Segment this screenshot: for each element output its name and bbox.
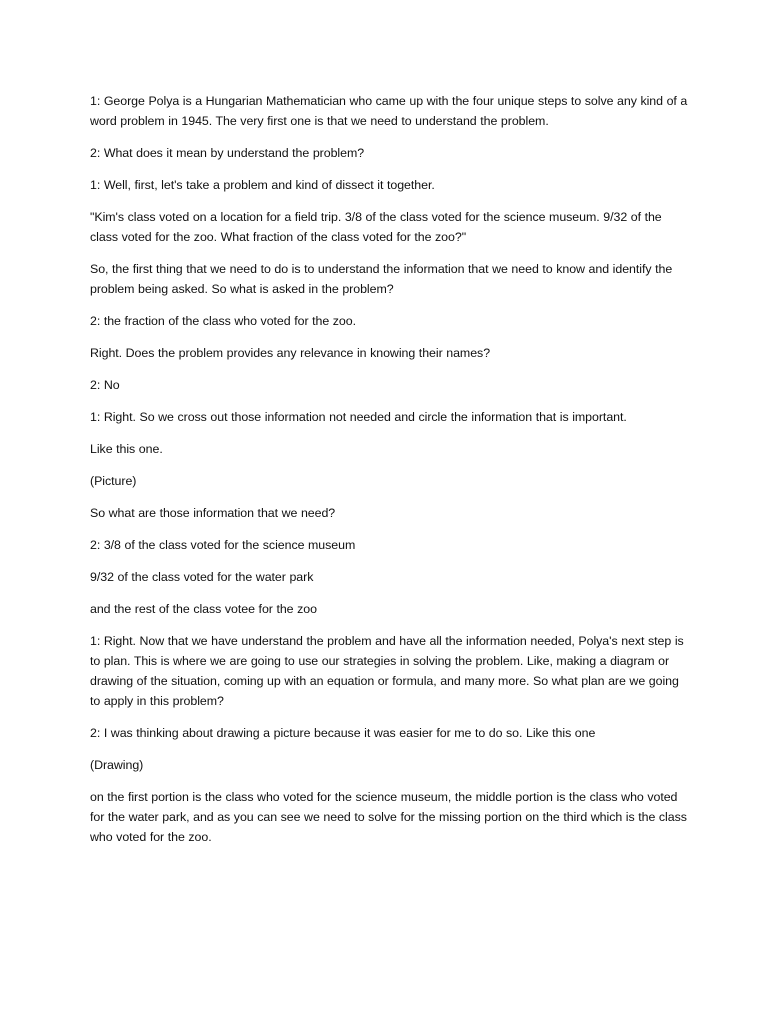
paragraph-names-question: Right. Does the problem provides any relevance in knowing their names?	[90, 346, 491, 360]
paragraph-picture: (Picture)	[90, 474, 137, 488]
document-body	[90, 91, 690, 859]
paragraph-dissect: 1: Well, first, let's take a problem and kind of dissect it together.	[90, 178, 435, 192]
paragraph-drawing: (Drawing)	[90, 758, 144, 772]
paragraph-first-thing: So, the first thing that we need to do is to understand the information that we need to know and identify the problem being asked. So what is asked in the problem?	[90, 262, 673, 296]
paragraph-fraction-answer: 2: the fraction of the class who voted for the zoo.	[90, 314, 357, 328]
paragraph-drawing-idea: 2: I was thinking about drawing a picture because it was easier for me to do so. Like this one	[90, 726, 596, 740]
paragraph-polya-intro: 1: George Polya is a Hungarian Mathematician who came up with the four unique steps to solve any kind of a word problem in 1945. The very first one is that we need to understand the problem.	[90, 94, 688, 128]
paragraph-question-understand: 2: What does it mean by understand the problem?	[90, 146, 365, 160]
paragraph-water-park: 9/32 of the class voted for the water park	[90, 570, 314, 584]
paragraph-like-this: Like this one.	[90, 442, 163, 456]
paragraph-cross-out: 1: Right. So we cross out those information not needed and circle the information that is important.	[90, 410, 627, 424]
paragraph-portions: on the first portion is the class who voted for the science museum, the middle portion is the class who voted for the water park, and as you can see we need to solve for the missing portion on the third which is the class who voted for the zoo.	[90, 790, 687, 844]
paragraph-rest-zoo: and the rest of the class votee for the zoo	[90, 602, 317, 616]
paragraph-science-museum: 2: 3/8 of the class voted for the science museum	[90, 538, 356, 552]
paragraph-word-problem: "Kim's class voted on a location for a field trip. 3/8 of the class voted for the science museum. 9/32 of the class voted for the zoo. What fraction of the class voted for the zoo?"	[90, 210, 662, 244]
paragraph-no: 2: No	[90, 378, 120, 392]
paragraph-info-needed: So what are those information that we need?	[90, 506, 336, 520]
paragraph-plan: 1: Right. Now that we have understand the problem and have all the information needed, Polya's next step is to plan. This is where we are going to use our strategies in solving the problem. Like, making a diagram or drawing of the situation, coming up with an equation or formula, and many more. So what plan are we going to apply in this problem?	[90, 634, 684, 708]
